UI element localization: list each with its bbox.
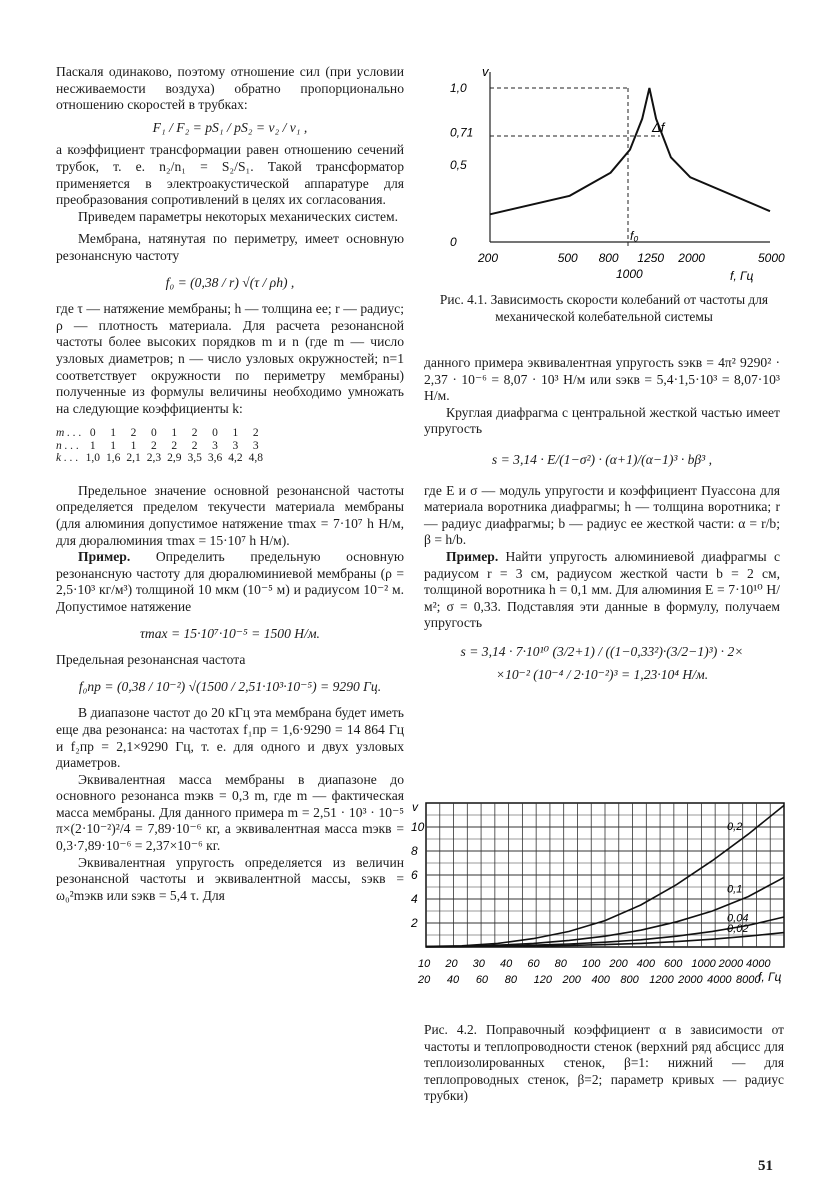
figure-4-2-caption: Рис. 4.2. Поправочный коэффициент α в зависимости от частоты и теплопроводности стенок (верхний ряд абсцисс для теплоизолированных стенок, β=1: нижний — для теплопроводных стенок, β=2; параметр кривых — радиус трубки) xyxy=(424,1022,784,1104)
table-row xyxy=(56,452,269,465)
f0-label: f₀ xyxy=(630,229,639,243)
example-label: Пример. xyxy=(446,548,499,564)
curve-label: 0,04 xyxy=(727,912,749,925)
table-cell: 1,6 xyxy=(105,452,121,465)
page-number: 51 xyxy=(758,1158,773,1174)
paragraph: Предельная резонансная частота xyxy=(56,652,246,668)
right-column xyxy=(424,355,780,689)
table-cell: 2,1 xyxy=(126,452,141,465)
table-cell: 1 xyxy=(110,427,116,440)
example-label: Пример. xyxy=(78,549,131,565)
table-cell: 3,5 xyxy=(187,452,202,465)
y-tick-label: 1,0 xyxy=(450,81,467,95)
x-tick-label: 4000 xyxy=(707,974,732,986)
paragraph: Определить предельную основную резонансную частоту для дюралюминиевой мембраны (ρ = 2,5·10³ кг/м³) толщиной 10 мкм (10⁻⁵ м) и радиусом 10⁻² м. Допустимое натяжение xyxy=(56,549,404,614)
figure-4-2 xyxy=(408,795,788,1017)
x-tick-label: 200 xyxy=(609,958,628,970)
paragraph: а коэффициент трансформации равен отношению сечений трубок, т. е. n₂/n₁ = S₂/S₁. Такой трансформатор применяется в электроакустической аппаратуре для преобразования сопротивлений в целях их согласования. xyxy=(56,142,404,208)
y-axis-label: v xyxy=(412,800,418,814)
curve-label: 0,2 xyxy=(727,821,743,834)
x-tick-label: 20 xyxy=(418,974,431,986)
x-tick-label: 80 xyxy=(504,974,517,986)
x-tick-label: 100 xyxy=(582,958,601,970)
table-cell: 2 xyxy=(171,439,178,452)
table-cell: 0 xyxy=(212,427,218,440)
table-row xyxy=(56,427,269,440)
table-cell: 3 xyxy=(232,439,239,452)
x-tick-label: 800 xyxy=(598,251,619,265)
formula-s: s = 3,14 · E/(1−σ²) · (α+1)/(α−1)³ · bβ³ , xyxy=(491,451,713,467)
x-tick-label: 400 xyxy=(591,974,610,986)
table-cell: 4,2 xyxy=(228,452,243,465)
paragraph: Найти упругость алюминиевой диафрагмы с радиусом r = 3 см, радиусом жесткой части b = 2 см, толщиной воротника h = 0,1 мм. Для алюминия E = 7·10¹⁰ Н/м²; σ = 0,33. Подставляя эти данные в формулу, получаем упругость xyxy=(424,548,780,631)
figure-4-1-caption: Рис. 4.1. Зависимость скорости колебаний от частоты для механической колебательной системы xyxy=(439,292,769,324)
y-axis-label: v xyxy=(482,64,489,79)
x-tick-label: 1000 xyxy=(616,267,643,281)
table-cell: m . . . xyxy=(56,427,82,440)
y-tick-label: 8 xyxy=(411,844,418,858)
x-tick-label: 500 xyxy=(557,251,578,265)
x-tick-label: 40 xyxy=(446,974,460,986)
paragraph: где E и σ — модуль упругости и коэффициент Пуассона для материала воротника диафрагмы; h — толщина воротника; r — радиус диафрагмы; b — радиус ее жесткой части: α = r/b; β = h/b. xyxy=(424,482,780,548)
formula-force-ratio: F₁ / F₂ = pS₁ / pS₂ = v₂ / v₁ , xyxy=(152,119,308,135)
x-tick-label: 80 xyxy=(554,958,567,970)
paragraph: Паскаля одинаково, поэтому отношение сил (при условии несживаемости воздуха) обратно пропорционально отношению скоростей в трубках: xyxy=(56,64,404,113)
x-tick-label: 1250 xyxy=(637,251,665,265)
figure-4-1 xyxy=(430,62,790,290)
paragraph: Круглая диафрагма с центральной жесткой частью имеет упругость xyxy=(424,404,780,437)
x-tick-label: 4000 xyxy=(746,958,771,970)
y-tick-label: 4 xyxy=(411,892,418,906)
x-tick-label: 10 xyxy=(418,958,431,970)
paragraph: Приведем параметры некоторых механических систем. xyxy=(78,208,399,224)
left-column xyxy=(56,64,404,904)
table-cell: 3,6 xyxy=(207,452,223,465)
x-tick-label: 800 xyxy=(620,974,639,986)
x-tick-label: 400 xyxy=(636,958,656,970)
table-cell: 1 xyxy=(171,427,178,440)
x-tick-label: 20 xyxy=(445,958,458,970)
table-cell: 3 xyxy=(212,439,218,452)
table-cell: 2,3 xyxy=(146,452,162,465)
paragraph: где τ — натяжение мембраны; h — толщина ее; r — радиус; ρ — плотность материала. Для расчета резонансной частоты более высоких порядков m и n (где m — число узловых диаметров; n — число узловых окружностей; n=1 соответствует окружности по периметру мембраны) полученные из формулы величины необходимо умножать на следующие коэффициенты k: xyxy=(56,301,404,416)
x-tick-label: 2000 xyxy=(678,251,705,265)
table-row xyxy=(56,440,269,453)
x-tick-label: 2000 xyxy=(678,974,703,986)
table-cell: 1 xyxy=(232,427,239,440)
y-tick-label: 6 xyxy=(411,868,418,882)
table-cell: n . . . xyxy=(56,439,79,452)
y-tick-label: 2 xyxy=(411,916,418,930)
y-tick-label: 0,71 xyxy=(450,125,474,140)
curve-label: 0,02 xyxy=(727,923,749,936)
coefficient-table xyxy=(56,427,269,465)
x-tick-label: 5000 xyxy=(758,251,785,265)
paragraph: Предельное значение основной резонансной частоты определяется пределом текучести материала мембраны (для алюминия допустимое натяжение τmax = 7·10⁷ h Н/м, для дюралюминия τmax = 15·10⁷ h Н/м). xyxy=(56,482,404,548)
formula-tau: τmax = 15·10⁷·10⁻⁵ = 1500 Н/м. xyxy=(140,625,320,641)
x-tick-label: 40 xyxy=(500,958,513,970)
table-cell: 2 xyxy=(191,427,198,440)
paragraph: Эквивалентная масса мембраны в диапазоне до основного резонанса mэкв = 0,3 m, где m — фактическая масса мембраны. Для данного примера m = 2,51 · 10³ · 10⁻⁵ π×(2·10⁻²)²/4 = 7,89·10⁻⁶ кг, а эквивалентная масса mэкв = 0,3·7,89·10⁻⁶ = 2,37×10⁻⁶ кг. xyxy=(56,771,404,854)
table-cell: 1 xyxy=(110,439,116,452)
x-tick-label: 60 xyxy=(527,958,540,970)
x-tick-label: 120 xyxy=(533,974,552,986)
table-cell: 2 xyxy=(191,439,198,452)
table-cell: 1 xyxy=(89,439,96,452)
table-cell: 2 xyxy=(252,427,259,440)
table-cell: 4,8 xyxy=(248,452,263,465)
x-tick-label: 200 xyxy=(478,251,499,265)
paragraph: данного примера эквивалентная упругость sэкв = 4π² 9290² · 2,37 · 10⁻⁶ = 8,07 · 10³ Н/м или sэкв = 5,4·1,5·10³ = 8,07·10³ Н/м. xyxy=(424,355,780,404)
formula-s1: s = 3,14 · 7·10¹⁰ (3/2+1) / ((1−0,33²)·(3/2−1)³) · 2× xyxy=(460,643,744,659)
paragraph: В диапазоне частот до 20 кГц эта мембрана будет иметь еще два резонанса: на частотах f₁пр = 1,6·9290 = 14 864 Гц и f₂пр = 2,1×9290 Гц, т. е. для одного и двух узловых диаметров. xyxy=(56,705,404,771)
table-cell: 1 xyxy=(130,439,137,452)
table-cell: k . . . xyxy=(56,452,79,465)
delta-f-label: Δf xyxy=(652,120,665,135)
x-tick-label: 2000 xyxy=(718,958,744,970)
y-tick-label: 0,5 xyxy=(450,158,467,172)
x-tick-label: 60 xyxy=(475,974,489,986)
y-tick-label: 10 xyxy=(411,820,425,834)
table-cell: 1,0 xyxy=(85,452,100,465)
table-cell: 0 xyxy=(151,427,157,440)
table-cell: 0 xyxy=(89,427,96,440)
x-tick-label: 30 xyxy=(472,958,485,970)
formula-fop: f₀пр = (0,38 / 10⁻²) √(1500 / 2,51·10³·10⁻⁵) = 9290 Гц. xyxy=(78,678,382,694)
x-axis-label: f, Гц xyxy=(730,269,754,283)
y-tick-label: 0 xyxy=(450,235,457,249)
curve-label: 0,1 xyxy=(727,883,743,896)
table-cell: 3 xyxy=(252,439,259,452)
x-tick-label: 600 xyxy=(664,958,683,970)
resonance-curve xyxy=(490,88,770,214)
paragraph: Мембрана, натянутая по периметру, имеет основную резонансную частоту xyxy=(56,231,404,263)
paragraph: Эквивалентная упругость определяется из величин резонансной частоты и эквивалентной массы, sэкв = ω₀²mэкв или sэкв = 5,4 τ. Для xyxy=(56,854,404,903)
formula-f0: f₀ = (0,38 / r) √(τ / ρh) , xyxy=(165,274,295,290)
x-tick-label: 1000 xyxy=(691,958,716,970)
x-axis-label: f, Гц xyxy=(758,970,782,984)
table-cell: 2,9 xyxy=(167,452,182,465)
x-tick-label: 1200 xyxy=(649,974,674,986)
formula-s2: ×10⁻² (10⁻⁴ / 2·10⁻²)³ = 1,23·10⁴ Н/м. xyxy=(495,666,709,682)
x-tick-label: 8000 xyxy=(736,974,761,986)
table-cell: 2 xyxy=(130,427,137,440)
x-tick-label: 200 xyxy=(562,974,581,986)
table-cell: 2 xyxy=(151,439,157,452)
